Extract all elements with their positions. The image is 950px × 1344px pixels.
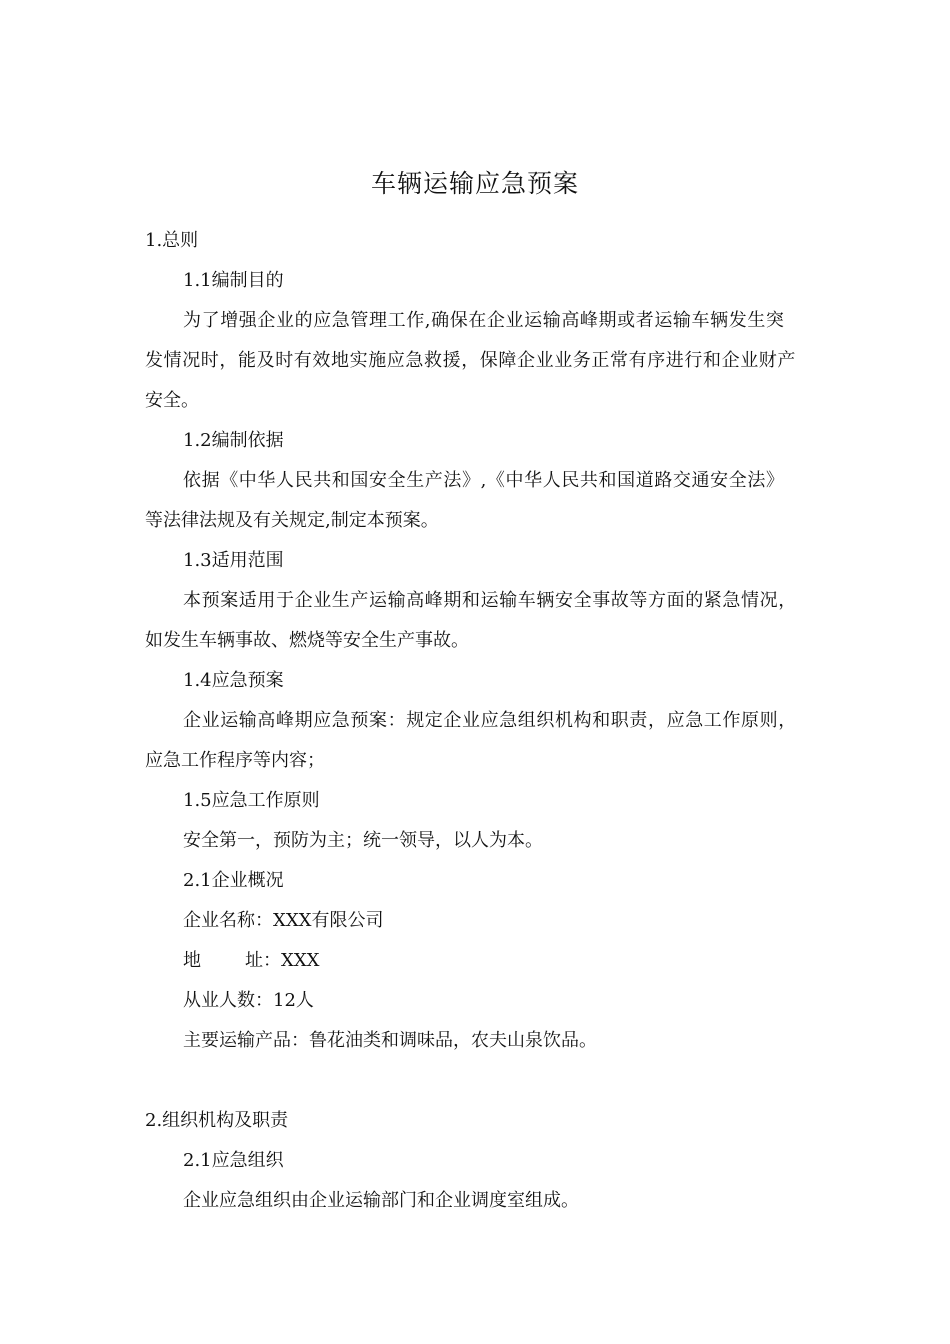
- section-1-1-paragraph-line-1: 为了增强企业的应急管理工作,确保在企业运输高峰期或者运输车辆发生突: [183, 310, 785, 331]
- address-label-rest: 址：XXX: [245, 950, 320, 971]
- section-1-4-paragraph-line-2: 应急工作程序等内容；: [145, 750, 325, 771]
- section-1-1-heading: 1.1编制目的: [183, 270, 284, 291]
- section-2-heading: 2.组织机构及职责: [145, 1110, 289, 1131]
- section-2-1-overview-heading: 2.1企业概况: [183, 870, 284, 891]
- section-1-5-heading: 1.5应急工作原则: [183, 790, 320, 811]
- section-1-2-paragraph-line-1: 依据《中华人民共和国安全生产法》,《中华人民共和国道路交通安全法》: [183, 470, 785, 491]
- section-1-4-heading: 1.4应急预案: [183, 670, 284, 691]
- company-address: [183, 949, 319, 973]
- section-2-1-paragraph-line-1: 企业应急组织由企业运输部门和企业调度室组成。: [183, 1190, 579, 1211]
- section-1-heading: 1.总则: [145, 230, 199, 251]
- section-1-2-paragraph-line-2: 等法律法规及有关规定,制定本预案。: [145, 510, 439, 531]
- staff-count: 从业人数：12人: [183, 990, 314, 1011]
- section-1-3-paragraph-line-1: 本预案适用于企业生产运输高峰期和运输车辆安全事故等方面的紧急情况，: [183, 590, 797, 611]
- section-1-5-paragraph-line-1: 安全第一，预防为主；统一领导，以人为本。: [183, 830, 543, 851]
- section-1-1-paragraph-line-3: 安全。: [145, 390, 199, 411]
- section-1-3-heading: 1.3适用范围: [183, 550, 284, 571]
- address-label-first-char: 地: [183, 950, 201, 971]
- main-products: 主要运输产品：鲁花油类和调味品，农夫山泉饮品。: [183, 1030, 597, 1051]
- section-1-4-paragraph-line-1: 企业运输高峰期应急预案：规定企业应急组织机构和职责，应急工作原则，: [183, 710, 797, 731]
- section-1-2-heading: 1.2编制依据: [183, 430, 284, 451]
- document-title: 车辆运输应急预案: [370, 169, 579, 198]
- company-name: 企业名称：XXX有限公司: [183, 910, 384, 931]
- section-1-3-paragraph-line-2: 如发生车辆事故、燃烧等安全生产事故。: [145, 630, 469, 651]
- section-1-1-paragraph-line-2: 发情况时，能及时有效地实施应急救援，保障企业业务正常有序进行和企业财产: [145, 350, 796, 371]
- section-2-1-emergency-org-heading: 2.1应急组织: [183, 1150, 284, 1171]
